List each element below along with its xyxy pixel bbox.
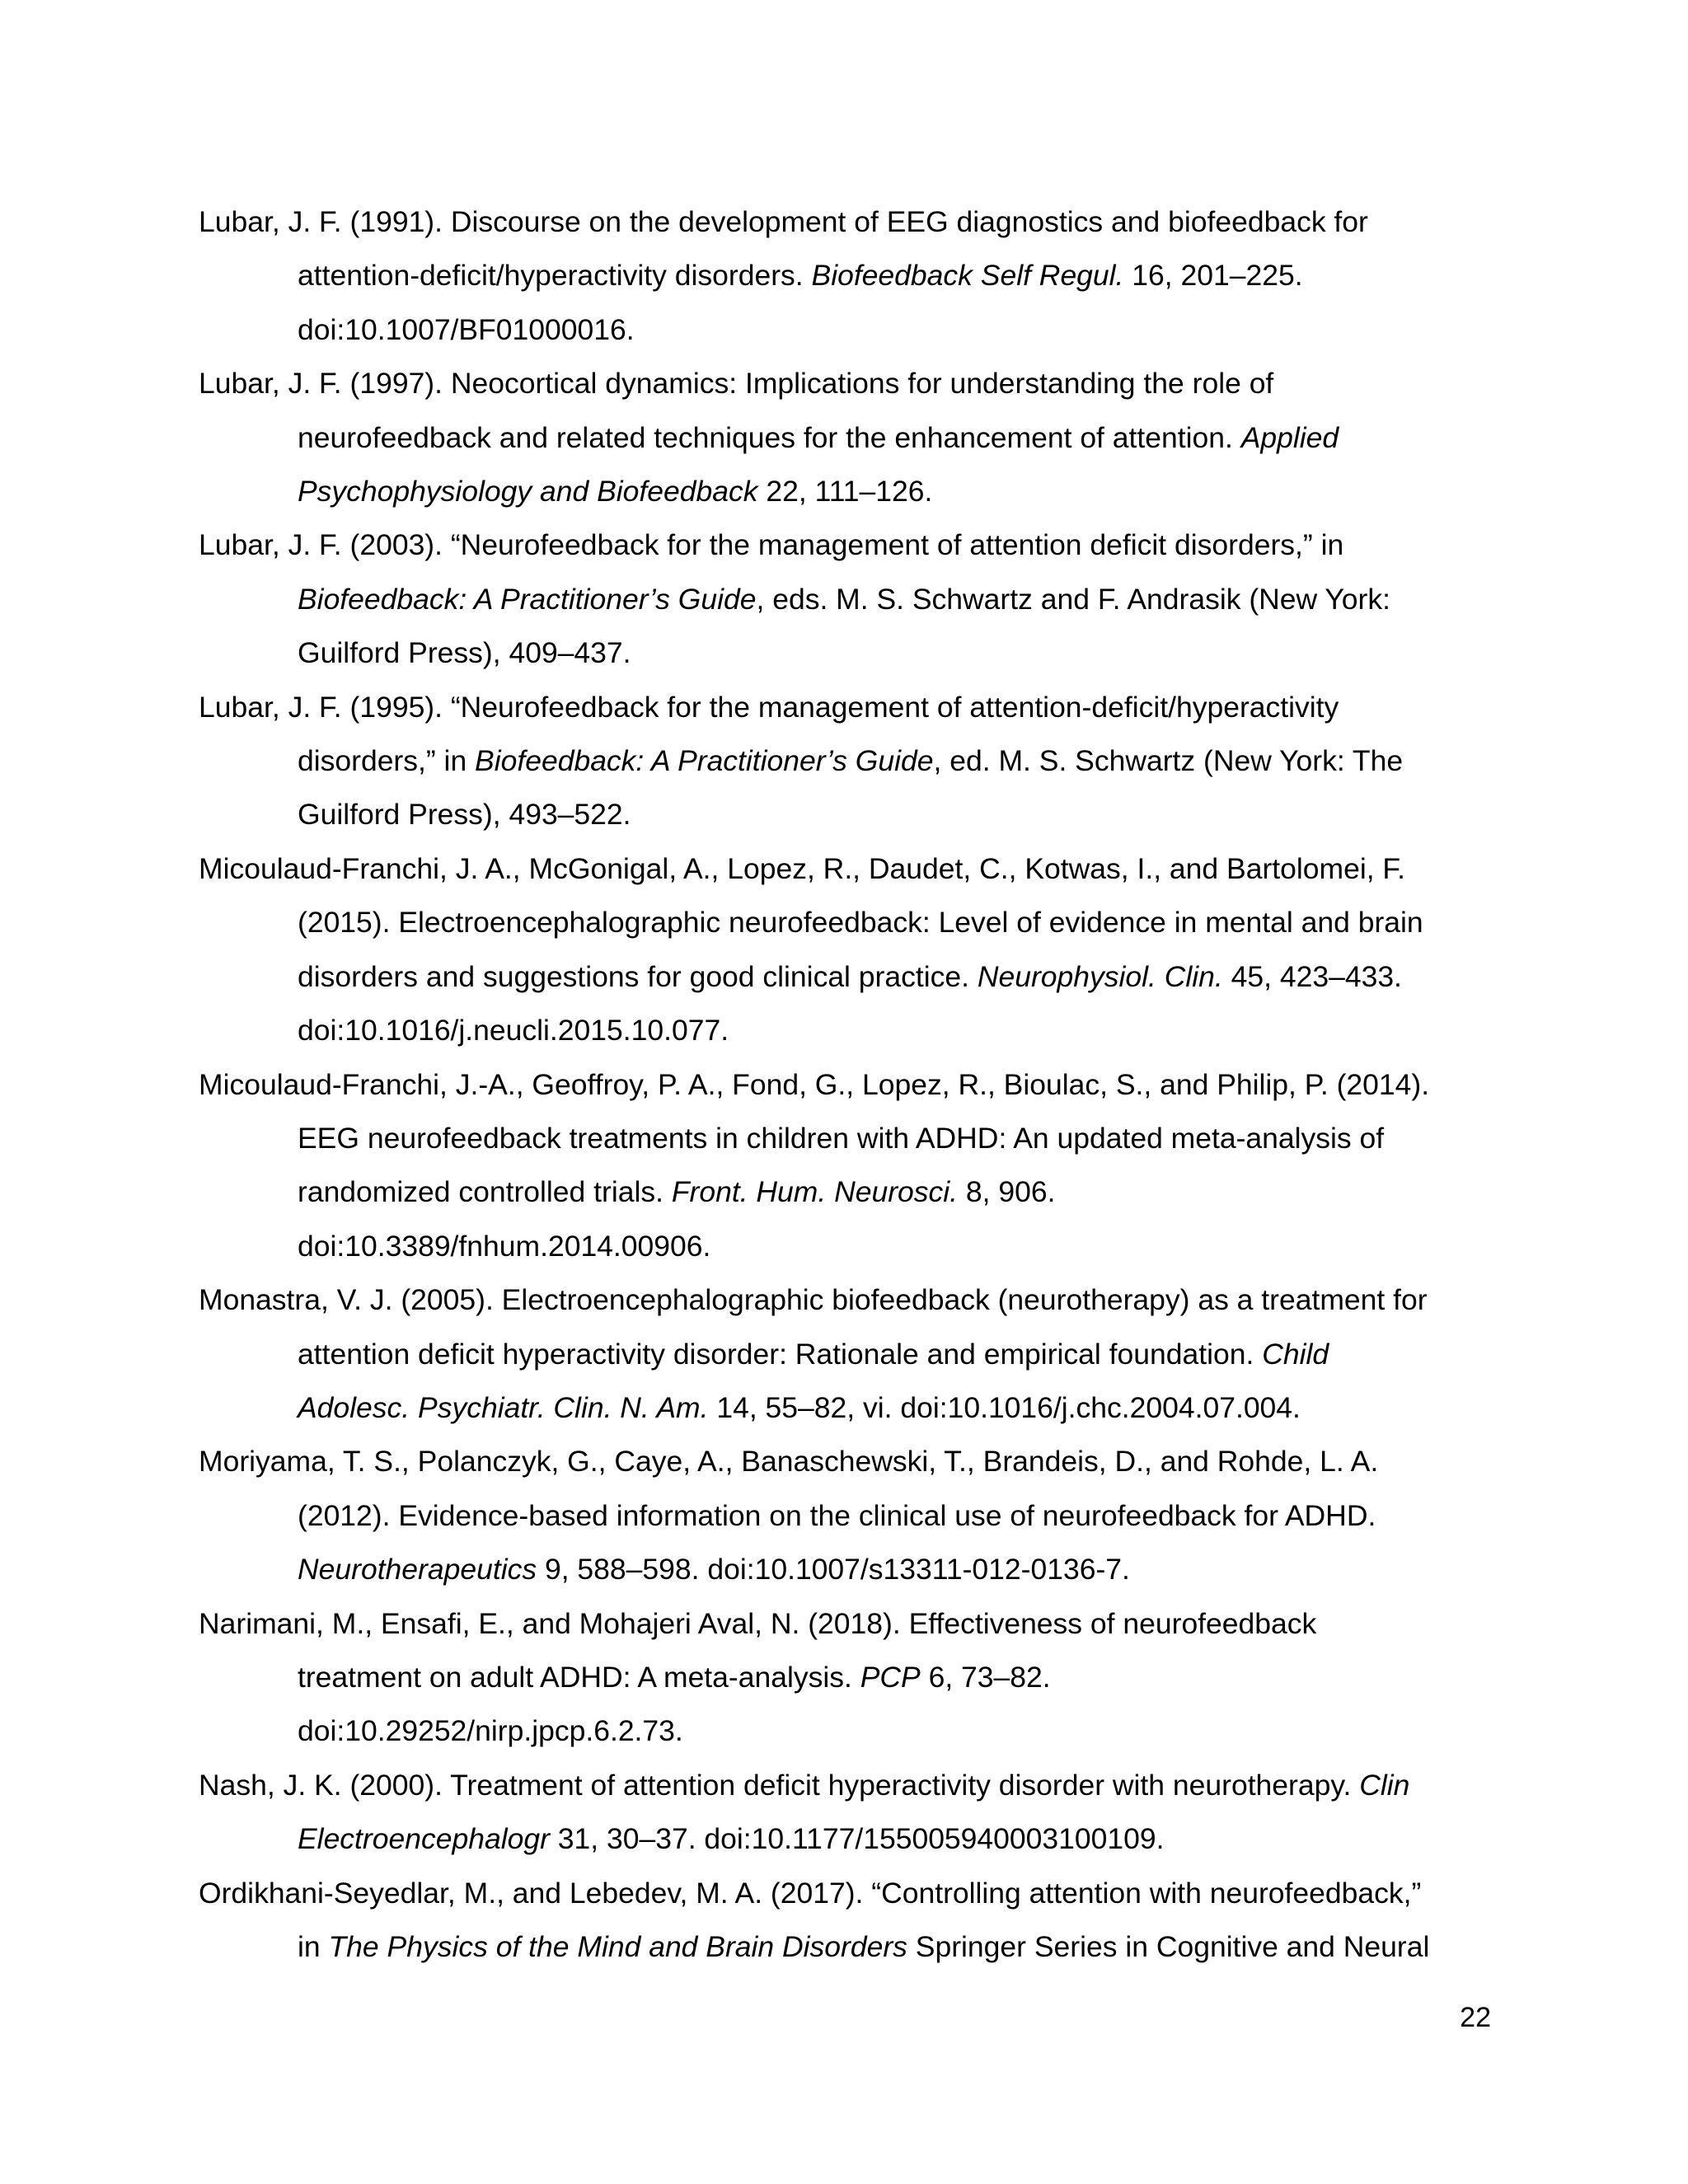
reference-italic-text: Applied <box>1240 420 1339 454</box>
reference-entry <box>199 1597 1501 1759</box>
reference-text: Springer Series in Cognitive and Neural <box>907 1930 1430 1963</box>
reference-entry <box>199 1058 1501 1274</box>
reference-text: , eds. M. S. Schwartz and F. Andrasik (New York: <box>756 582 1390 616</box>
reference-text: Monastra, V. J. (2005). Electroencephalographic biofeedback (neurotherapy) as a treatment for <box>199 1283 1428 1317</box>
reference-text: 6, 73–82. <box>920 1660 1051 1694</box>
reference-line <box>298 249 1501 302</box>
reference-line <box>298 1381 1501 1435</box>
reference-line <box>298 950 1501 1004</box>
reference-italic-text: Biofeedback: A Practitioner’s Guide <box>475 744 934 778</box>
reference-line <box>199 842 1501 896</box>
reference-text: randomized controlled trials. <box>298 1175 672 1209</box>
reference-text: Lubar, J. F. (1997). Neocortical dynamics: Implications for understanding the role of <box>199 367 1274 401</box>
reference-line <box>298 626 1501 680</box>
reference-text: doi:10.1016/j.neucli.2015.10.077. <box>298 1014 729 1047</box>
reference-text: Lubar, J. F. (1995). “Neurofeedback for the management of attention-deficit/hyperactivity <box>199 690 1339 724</box>
reference-line <box>298 788 1501 841</box>
reference-line <box>199 518 1501 572</box>
reference-list <box>199 195 1501 1974</box>
reference-line <box>298 1704 1501 1758</box>
reference-italic-text: Neurophysiol. Clin. <box>977 959 1223 993</box>
reference-text: 22, 111–126. <box>757 475 933 509</box>
reference-text: Ordikhani-Seyedlar, M., and Lebedev, M. A. (2017). “Controlling attention with neurofeedback,” <box>199 1876 1422 1910</box>
reference-text: neurofeedback and related techniques for the enhancement of attention. <box>298 420 1241 454</box>
reference-entry <box>199 518 1501 680</box>
reference-line <box>298 734 1501 788</box>
reference-text: Narimani, M., Ensafi, E., and Mohajeri Aval, N. (2018). Effectiveness of neurofeedback <box>199 1606 1317 1640</box>
reference-text: 16, 201–225. <box>1123 259 1303 293</box>
reference-line <box>298 1112 1501 1165</box>
reference-line <box>199 1435 1501 1488</box>
reference-line <box>199 1058 1501 1112</box>
reference-line <box>199 1273 1501 1327</box>
reference-text: Lubar, J. F. (2003). “Neurofeedback for the management of attention deficit disorders,” in <box>199 528 1344 562</box>
reference-text: Guilford Press), 493–522. <box>298 798 631 832</box>
reference-line <box>199 681 1501 734</box>
reference-italic-text: Clin <box>1359 1768 1410 1802</box>
reference-italic-text: The Physics of the Mind and Brain Disorders <box>328 1930 907 1963</box>
reference-line <box>199 357 1501 410</box>
reference-entry <box>199 1435 1501 1596</box>
reference-entry <box>199 357 1501 518</box>
reference-line <box>199 1597 1501 1651</box>
reference-text: Nash, J. K. (2000). Treatment of attention deficit hyperactivity disorder with neurotherapy. <box>199 1768 1360 1802</box>
reference-text: Micoulaud-Franchi, J. A., McGonigal, A., Lopez, R., Daudet, C., Kotwas, I., and Bartolomei, F. <box>199 851 1406 885</box>
reference-text: disorders and suggestions for good clinical practice. <box>298 959 978 993</box>
reference-line <box>298 573 1501 626</box>
reference-text: Guilford Press), 409–437. <box>298 636 631 670</box>
reference-line <box>199 1867 1501 1920</box>
reference-italic-text: Biofeedback: A Practitioner’s Guide <box>298 582 757 616</box>
reference-italic-text: Child <box>1262 1337 1329 1371</box>
reference-text: , ed. M. S. Schwartz (New York: The <box>933 744 1404 778</box>
reference-text: in <box>298 1930 329 1963</box>
reference-text: doi:10.29252/nirp.jpcp.6.2.73. <box>298 1714 683 1748</box>
reference-text: Lubar, J. F. (1991). Discourse on the development of EEG diagnostics and biofeedback for <box>199 205 1368 238</box>
reference-italic-text: Psychophysiology and Biofeedback <box>298 475 758 509</box>
reference-line <box>298 1165 1501 1219</box>
reference-entry <box>199 1759 1501 1867</box>
reference-italic-text: Electroencephalogr <box>298 1822 550 1856</box>
reference-line <box>298 1812 1501 1866</box>
reference-entry <box>199 195 1501 357</box>
reference-text: 9, 588–598. doi:10.1007/s13311-012-0136-7. <box>537 1553 1130 1586</box>
reference-entry <box>199 1867 1501 1975</box>
reference-text: (2012). Evidence-based information on the clinical use of neurofeedback for ADHD. <box>298 1498 1376 1532</box>
reference-text: attention deficit hyperactivity disorder: Rationale and empirical foundation. <box>298 1337 1263 1371</box>
reference-text: doi:10.3389/fnhum.2014.00906. <box>298 1229 711 1263</box>
reference-italic-text: Adolesc. Psychiatr. Clin. N. Am. <box>298 1390 709 1424</box>
reference-line <box>298 465 1501 518</box>
reference-text: Micoulaud-Franchi, J.-A., Geoffroy, P. A., Fond, G., Lopez, R., Bioulac, S., and Philip, P. (2014). <box>199 1067 1430 1101</box>
reference-line <box>298 1328 1501 1381</box>
reference-text: attention-deficit/hyperactivity disorders. <box>298 259 812 293</box>
reference-text: treatment on adult ADHD: A meta-analysis. <box>298 1660 860 1694</box>
reference-text: (2015). Electroencephalographic neurofeedback: Level of evidence in mental and brain <box>298 906 1423 940</box>
reference-italic-text: Front. Hum. Neurosci. <box>671 1175 959 1209</box>
reference-line <box>298 411 1501 465</box>
reference-text: 45, 423–433. <box>1222 959 1402 993</box>
reference-line <box>298 896 1501 949</box>
reference-text: EEG neurofeedback treatments in children with ADHD: An updated meta-analysis of <box>298 1121 1385 1155</box>
reference-italic-text: Neurotherapeutics <box>298 1553 537 1586</box>
reference-text: 8, 906. <box>958 1175 1056 1209</box>
reference-line <box>298 303 1501 357</box>
reference-text: 14, 55–82, vi. doi:10.1016/j.chc.2004.07.004. <box>708 1390 1301 1424</box>
reference-text: Moriyama, T. S., Polanczyk, G., Caye, A., Banaschewski, T., Brandeis, D., and Rohde, L. A. <box>199 1445 1379 1479</box>
reference-line <box>298 1489 1501 1543</box>
reference-line <box>298 1220 1501 1273</box>
reference-italic-text: PCP <box>860 1660 921 1694</box>
page-number: 22 <box>1460 2002 1491 2033</box>
reference-italic-text: Biofeedback Self Regul. <box>811 259 1124 293</box>
reference-entry <box>199 681 1501 842</box>
reference-line <box>199 195 1501 249</box>
reference-line <box>298 1004 1501 1057</box>
reference-entry <box>199 1273 1501 1435</box>
reference-entry <box>199 842 1501 1058</box>
reference-text: disorders,” in <box>298 744 476 778</box>
reference-line <box>298 1920 1501 1974</box>
reference-line <box>298 1651 1501 1704</box>
reference-line <box>199 1759 1501 1812</box>
reference-text: 31, 30–37. doi:10.1177/155005940003100109. <box>549 1822 1165 1856</box>
reference-line <box>298 1543 1501 1596</box>
reference-text: doi:10.1007/BF01000016. <box>298 312 635 346</box>
